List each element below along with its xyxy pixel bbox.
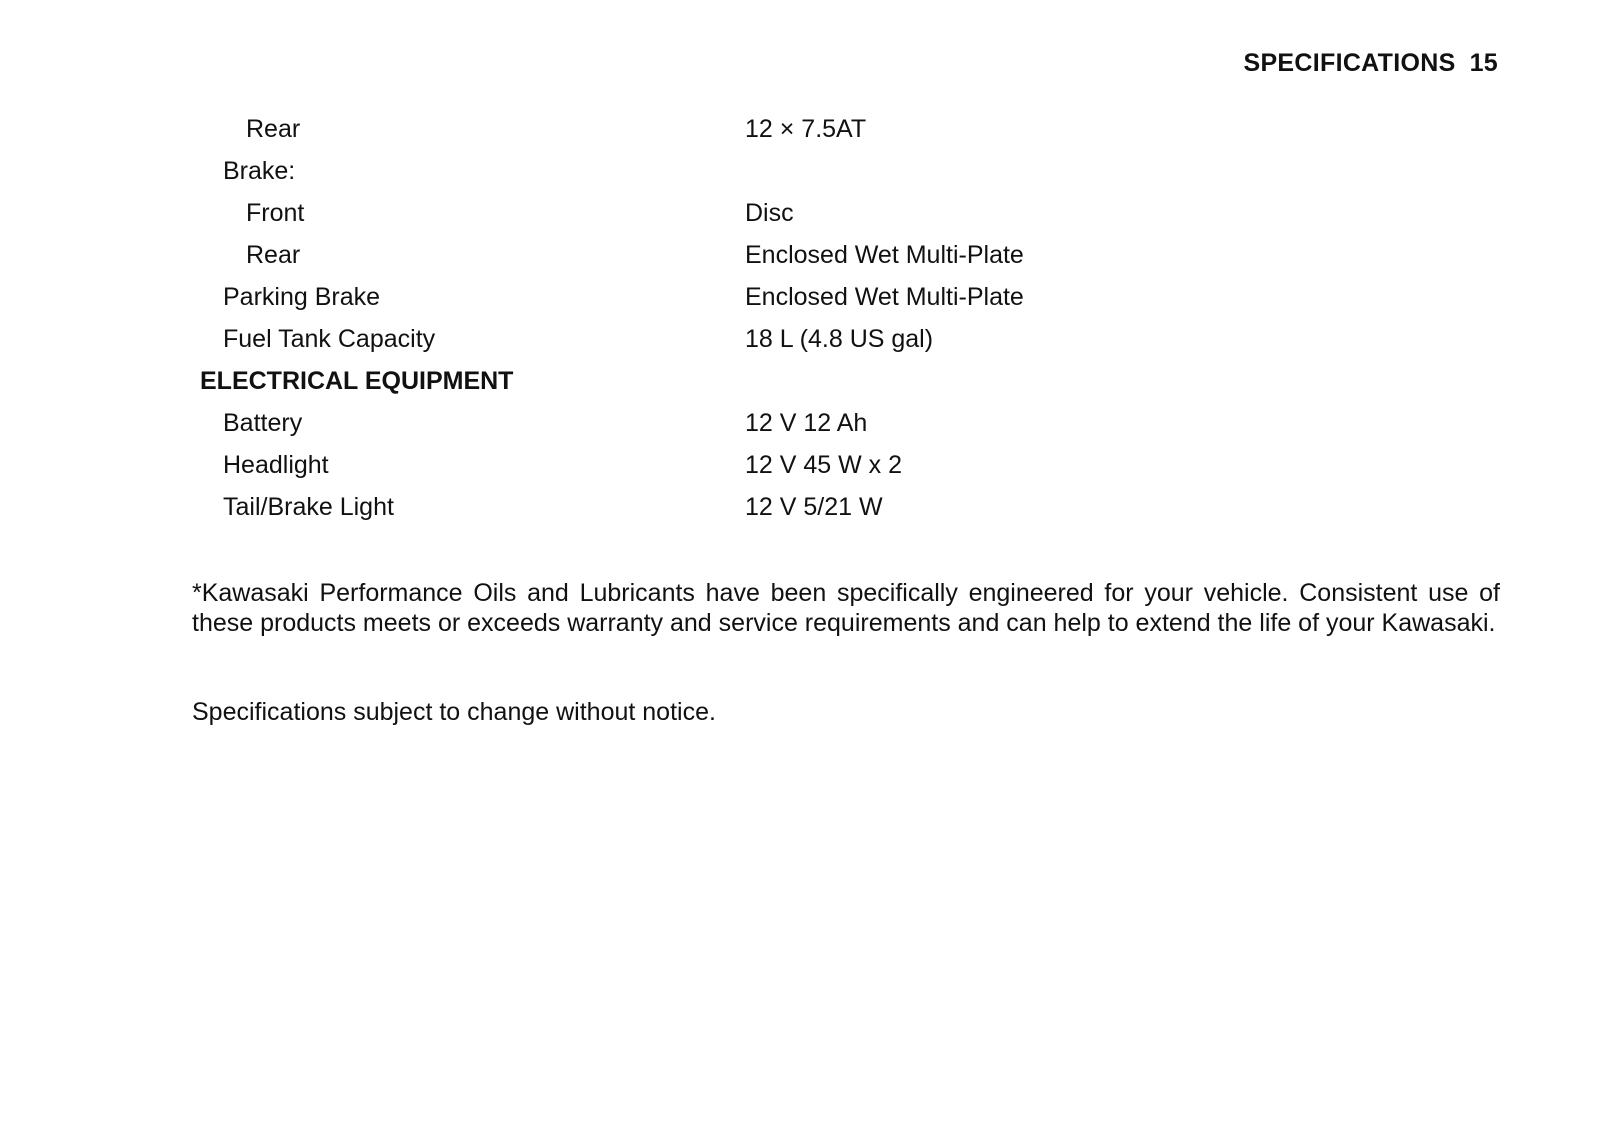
spec-label: Front: [246, 199, 305, 227]
footnote: *Kawasaki Performance Oils and Lubricants have been specifically engineered for your vehicle. Consistent use of these products meets or exceeds warranty and service requirements and can help to extend the life of your Kawasaki.: [192, 579, 1500, 637]
spec-row-tail-brake-light: [0, 486, 1600, 528]
page-header: [1243, 49, 1498, 78]
spec-value: 12 V 45 W x 2: [745, 451, 903, 479]
spec-value: Enclosed Wet Multi-Plate: [745, 283, 1024, 311]
section-heading: ELECTRICAL EQUIPMENT: [200, 367, 514, 395]
spec-label: Fuel Tank Capacity: [223, 325, 436, 353]
spec-value: 12 V 12 Ah: [745, 409, 868, 437]
spec-row-headlight: [0, 444, 1600, 486]
spec-section-electrical: [0, 360, 1600, 402]
spec-row-parking-brake: [0, 276, 1600, 318]
spec-value: 12 × 7.5AT: [745, 115, 867, 143]
spec-table: [0, 108, 1600, 528]
spec-label: Headlight: [223, 451, 329, 479]
spec-row-rear-rim: [0, 108, 1600, 150]
spec-label: Battery: [223, 409, 303, 437]
spec-value: Enclosed Wet Multi-Plate: [745, 241, 1024, 269]
spec-row-brake-rear: [0, 234, 1600, 276]
spec-value: Disc: [745, 199, 794, 227]
section-title: SPECIFICATIONS: [1243, 49, 1456, 77]
spec-label: Parking Brake: [223, 283, 381, 311]
spec-row-battery: [0, 402, 1600, 444]
spec-label: Rear: [246, 241, 301, 269]
spec-value: 18 L (4.8 US gal): [745, 325, 934, 353]
spec-row-fuel-tank: [0, 318, 1600, 360]
change-notice: Specifications subject to change without notice.: [192, 698, 716, 726]
spec-label: Tail/Brake Light: [223, 493, 394, 521]
spec-label: Brake:: [223, 157, 296, 185]
page-number: 15: [1469, 49, 1498, 77]
spec-row-brake: [0, 150, 1600, 192]
spec-row-brake-front: [0, 192, 1600, 234]
spec-label: Rear: [246, 115, 301, 143]
spec-value: 12 V 5/21 W: [745, 493, 883, 521]
